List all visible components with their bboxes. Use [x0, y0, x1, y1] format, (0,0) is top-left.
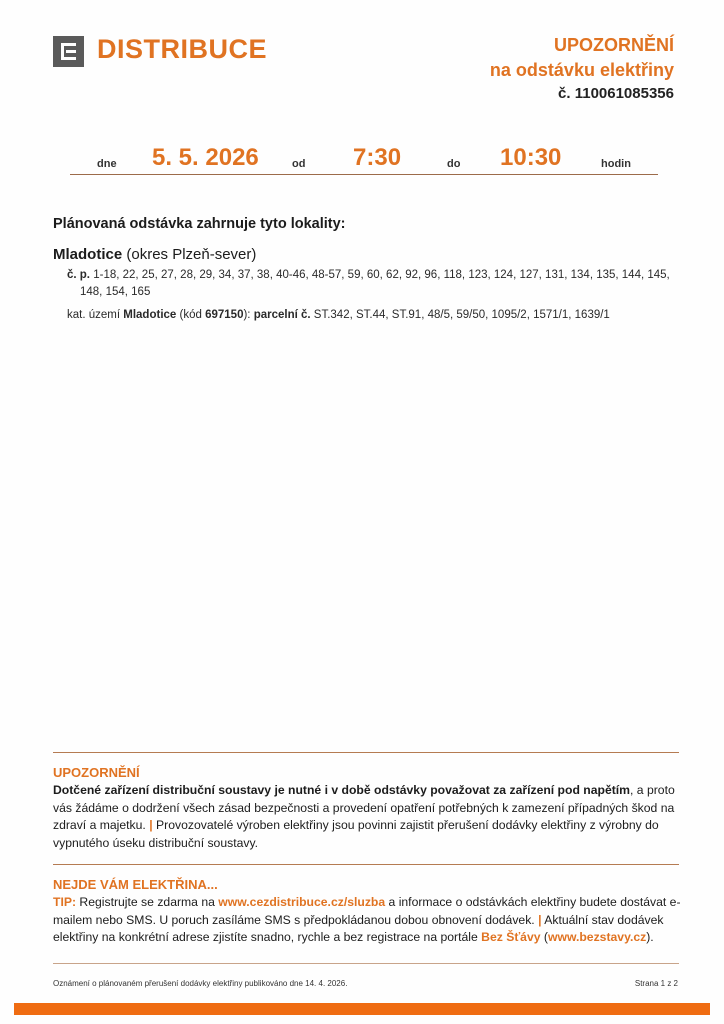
- paren: ).: [646, 930, 654, 944]
- tip-title: NEJDE VÁM ELEKTŘINA...: [53, 877, 218, 892]
- warning-text-2: Provozovatelé výroben elektřiny jsou povinni zajistit přerušení dodávky elektřiny z výrobny do vypnutého úseku distribuční soustavy.: [53, 818, 659, 850]
- from-label: od: [292, 158, 306, 170]
- unit-label: hodin: [601, 158, 631, 170]
- outage-to: 10:30: [500, 144, 562, 171]
- house-numbers: [67, 267, 690, 301]
- divider: [53, 752, 679, 753]
- brand-name: DISTRIBUCE: [97, 34, 268, 64]
- cp-label: č. p.: [67, 269, 91, 281]
- localities-heading: Plánovaná odstávka zahrnuje tyto lokality:: [53, 216, 346, 232]
- locality-town: Mladotice: [53, 246, 123, 263]
- kat-code-suffix: ):: [243, 309, 251, 321]
- cp-values: 1-18, 22, 25, 27, 28, 29, 34, 37, 38, 40-46, 48-57, 59, 60, 62, 92, 96, 118, 123, 124, 127, 131, 134, 135, 144, 145, 148, 154, 165: [80, 269, 670, 298]
- bezstavy-link[interactable]: www.bezstavy.cz: [547, 930, 647, 944]
- to-label: do: [447, 158, 461, 170]
- paren: (: [543, 930, 548, 944]
- tip-text: [53, 894, 688, 947]
- separator: |: [538, 912, 542, 927]
- notice-header: [490, 33, 674, 105]
- portal-name: Bez Šťávy: [481, 930, 541, 944]
- cadastral-info: [67, 309, 687, 321]
- notice-title: UPOZORNĚNÍ: [553, 35, 674, 55]
- outage-time-row: [70, 140, 658, 175]
- footer-bar: [14, 1003, 710, 1015]
- separator: |: [149, 818, 153, 832]
- outage-date: 5. 5. 2026: [152, 144, 259, 171]
- tip-text-3: Aktuální stav dodávek elektřiny na konkrétní adrese zjistíte snadno, rychle a bez registrace na portále: [53, 912, 664, 944]
- kat-code: 697150: [205, 309, 244, 321]
- warning-bold: Dotčené zařízení distribuční soustavy je nutné i v době odstávky považovat za zařízení pod napětím: [53, 783, 631, 797]
- tip-label: TIP:: [53, 895, 77, 909]
- notice-number: č. 110061085356: [558, 85, 674, 102]
- kat-prefix: kat. území: [67, 309, 121, 321]
- warning-text-1: , a proto vás žádáme o dodržení všech zásad bezpečnosti a provedení opatření potřebných k zamezení případných škod na zdraví a majetku.: [53, 783, 675, 832]
- warning-title: UPOZORNĚNÍ: [53, 765, 140, 780]
- kat-code-prefix: (kód: [179, 309, 202, 321]
- divider: [53, 963, 679, 964]
- date-label: dne: [97, 158, 117, 170]
- locality-district: (okres Plzeň-sever): [126, 246, 257, 263]
- outage-from: 7:30: [353, 144, 402, 171]
- tip-text-2: a informace o odstávkách elektřiny budete dostávat e-mailem nebo SMS. U poruch zasíláme SMS s předpokládanou dobou obnovení dodávek.: [53, 895, 681, 927]
- publication-note: Oznámení o plánovaném přerušení dodávky elektřiny publikováno dne 14. 4. 2026.: [53, 979, 348, 988]
- cezdistribuce-link[interactable]: www.cezdistribuce.cz/sluzba: [218, 895, 386, 909]
- divider: [53, 864, 679, 865]
- notice-subtitle: na odstávku elektřiny: [489, 60, 674, 80]
- tip-text-1: Registrujte se zdarma na: [79, 895, 215, 909]
- kat-name: Mladotice: [123, 309, 177, 321]
- warning-text: [53, 782, 683, 852]
- page-number: Strana 1 z 2: [634, 979, 678, 988]
- locality-name: [53, 246, 256, 263]
- parcel-values: ST.342, ST.44, ST.91, 48/5, 59/50, 1095/2, 1571/1, 1639/1: [313, 309, 610, 321]
- cez-logo-icon: [53, 36, 84, 67]
- parcel-label: parcelní č.: [253, 309, 311, 321]
